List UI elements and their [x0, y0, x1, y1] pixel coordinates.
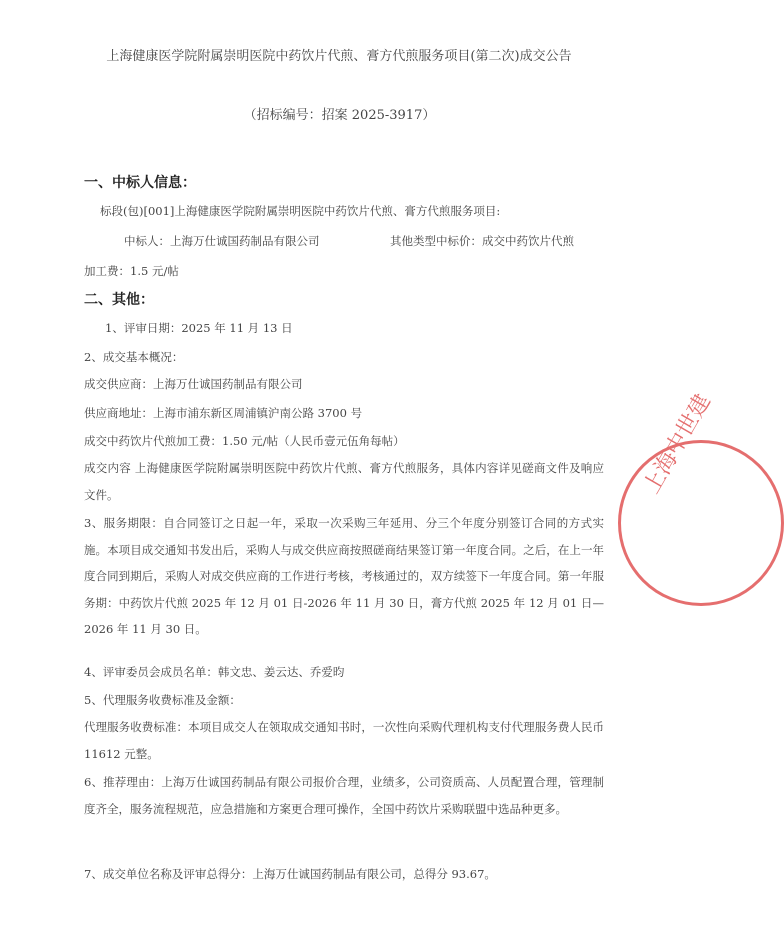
- winner-line: 中标人：上海万仕诚国药制品有限公司: [124, 234, 320, 248]
- service-period-paragraph: 3、服务期限：自合同签订之日起一年，采取一次采购三年延用、分三个年度分别签订合同的方式实施。本项目成交通知书发出后，采购人与成交供应商按照磋商结果签订第一年度合同。之后，在上一年度合同到期后，采购人对成交供应商的工作进行考核，考核通过的，双方续签下一年度合同。第一年服务期：中药饮片代煎 2025 年 12 月 01 日-2026 年 11 月 30 日，膏方代煎 2025 年 12 月 01 日—2026 年 11 月 30 日。: [84, 516, 604, 636]
- agency-fee-paragraph: 代理服务收费标准：本项目成交人在领取成交通知书时，一次性向采购代理机构支付代理服务费人民币 11612 元整。: [84, 720, 604, 761]
- supplier-line: 成交供应商：上海万仕诚国药制品有限公司: [84, 377, 303, 391]
- content-paragraph: 成交内容 上海健康医学院附属崇明医院中药饮片代煎、膏方代煎服务，具体内容详见磋商文件及响应文件。: [84, 461, 604, 502]
- agency-title: 5、代理服务收费标准及金额：: [84, 693, 241, 707]
- price-label: 其他类型中标价：成交中药饮片代煎: [390, 234, 574, 248]
- overview-title: 2、成交基本概况：: [84, 350, 184, 364]
- seal-text: 上海中世建: [639, 390, 716, 498]
- page-title: 上海健康医学院附属崇明医院中药饮片代煎、膏方代煎服务项目(第二次)成交公告: [106, 49, 572, 64]
- section2-heading: 二、其他：: [84, 292, 154, 308]
- review-date: 1、评审日期：2025 年 11 月 13 日: [105, 321, 293, 335]
- score-line: 7、成交单位名称及评审总得分：上海万仕诚国药制品有限公司，总得分 93.67。: [84, 867, 496, 881]
- recommend-paragraph: 6、推荐理由：上海万仕诚国药制品有限公司报价合理，业绩多，公司资质高、人员配置合理，管理制度齐全，服务流程规范，应急措施和方案更合理可操作，全国中药饮片采购联盟中选品种更多。: [84, 775, 604, 816]
- processing-fee-line: 成交中药饮片代煎加工费：1.50 元/帖（人民币壹元伍角每帖）: [84, 434, 405, 448]
- tender-code: （招标编号：招案 2025-3917）: [243, 108, 436, 123]
- section1-heading: 一、中标人信息：: [84, 175, 196, 191]
- lot-line: 标段(包)[001]上海健康医学院附属崇明医院中药饮片代煎、膏方代煎服务项目:: [100, 204, 501, 218]
- red-seal-stamp: [618, 390, 784, 606]
- address-line: 供应商地址：上海市浦东新区周浦镇沪南公路 3700 号: [84, 406, 363, 420]
- committee-line: 4、评审委员会成员名单：韩文忠、姜云达、乔爱昀: [84, 665, 345, 679]
- fee-line: 加工费：1.5 元/帖: [84, 264, 179, 278]
